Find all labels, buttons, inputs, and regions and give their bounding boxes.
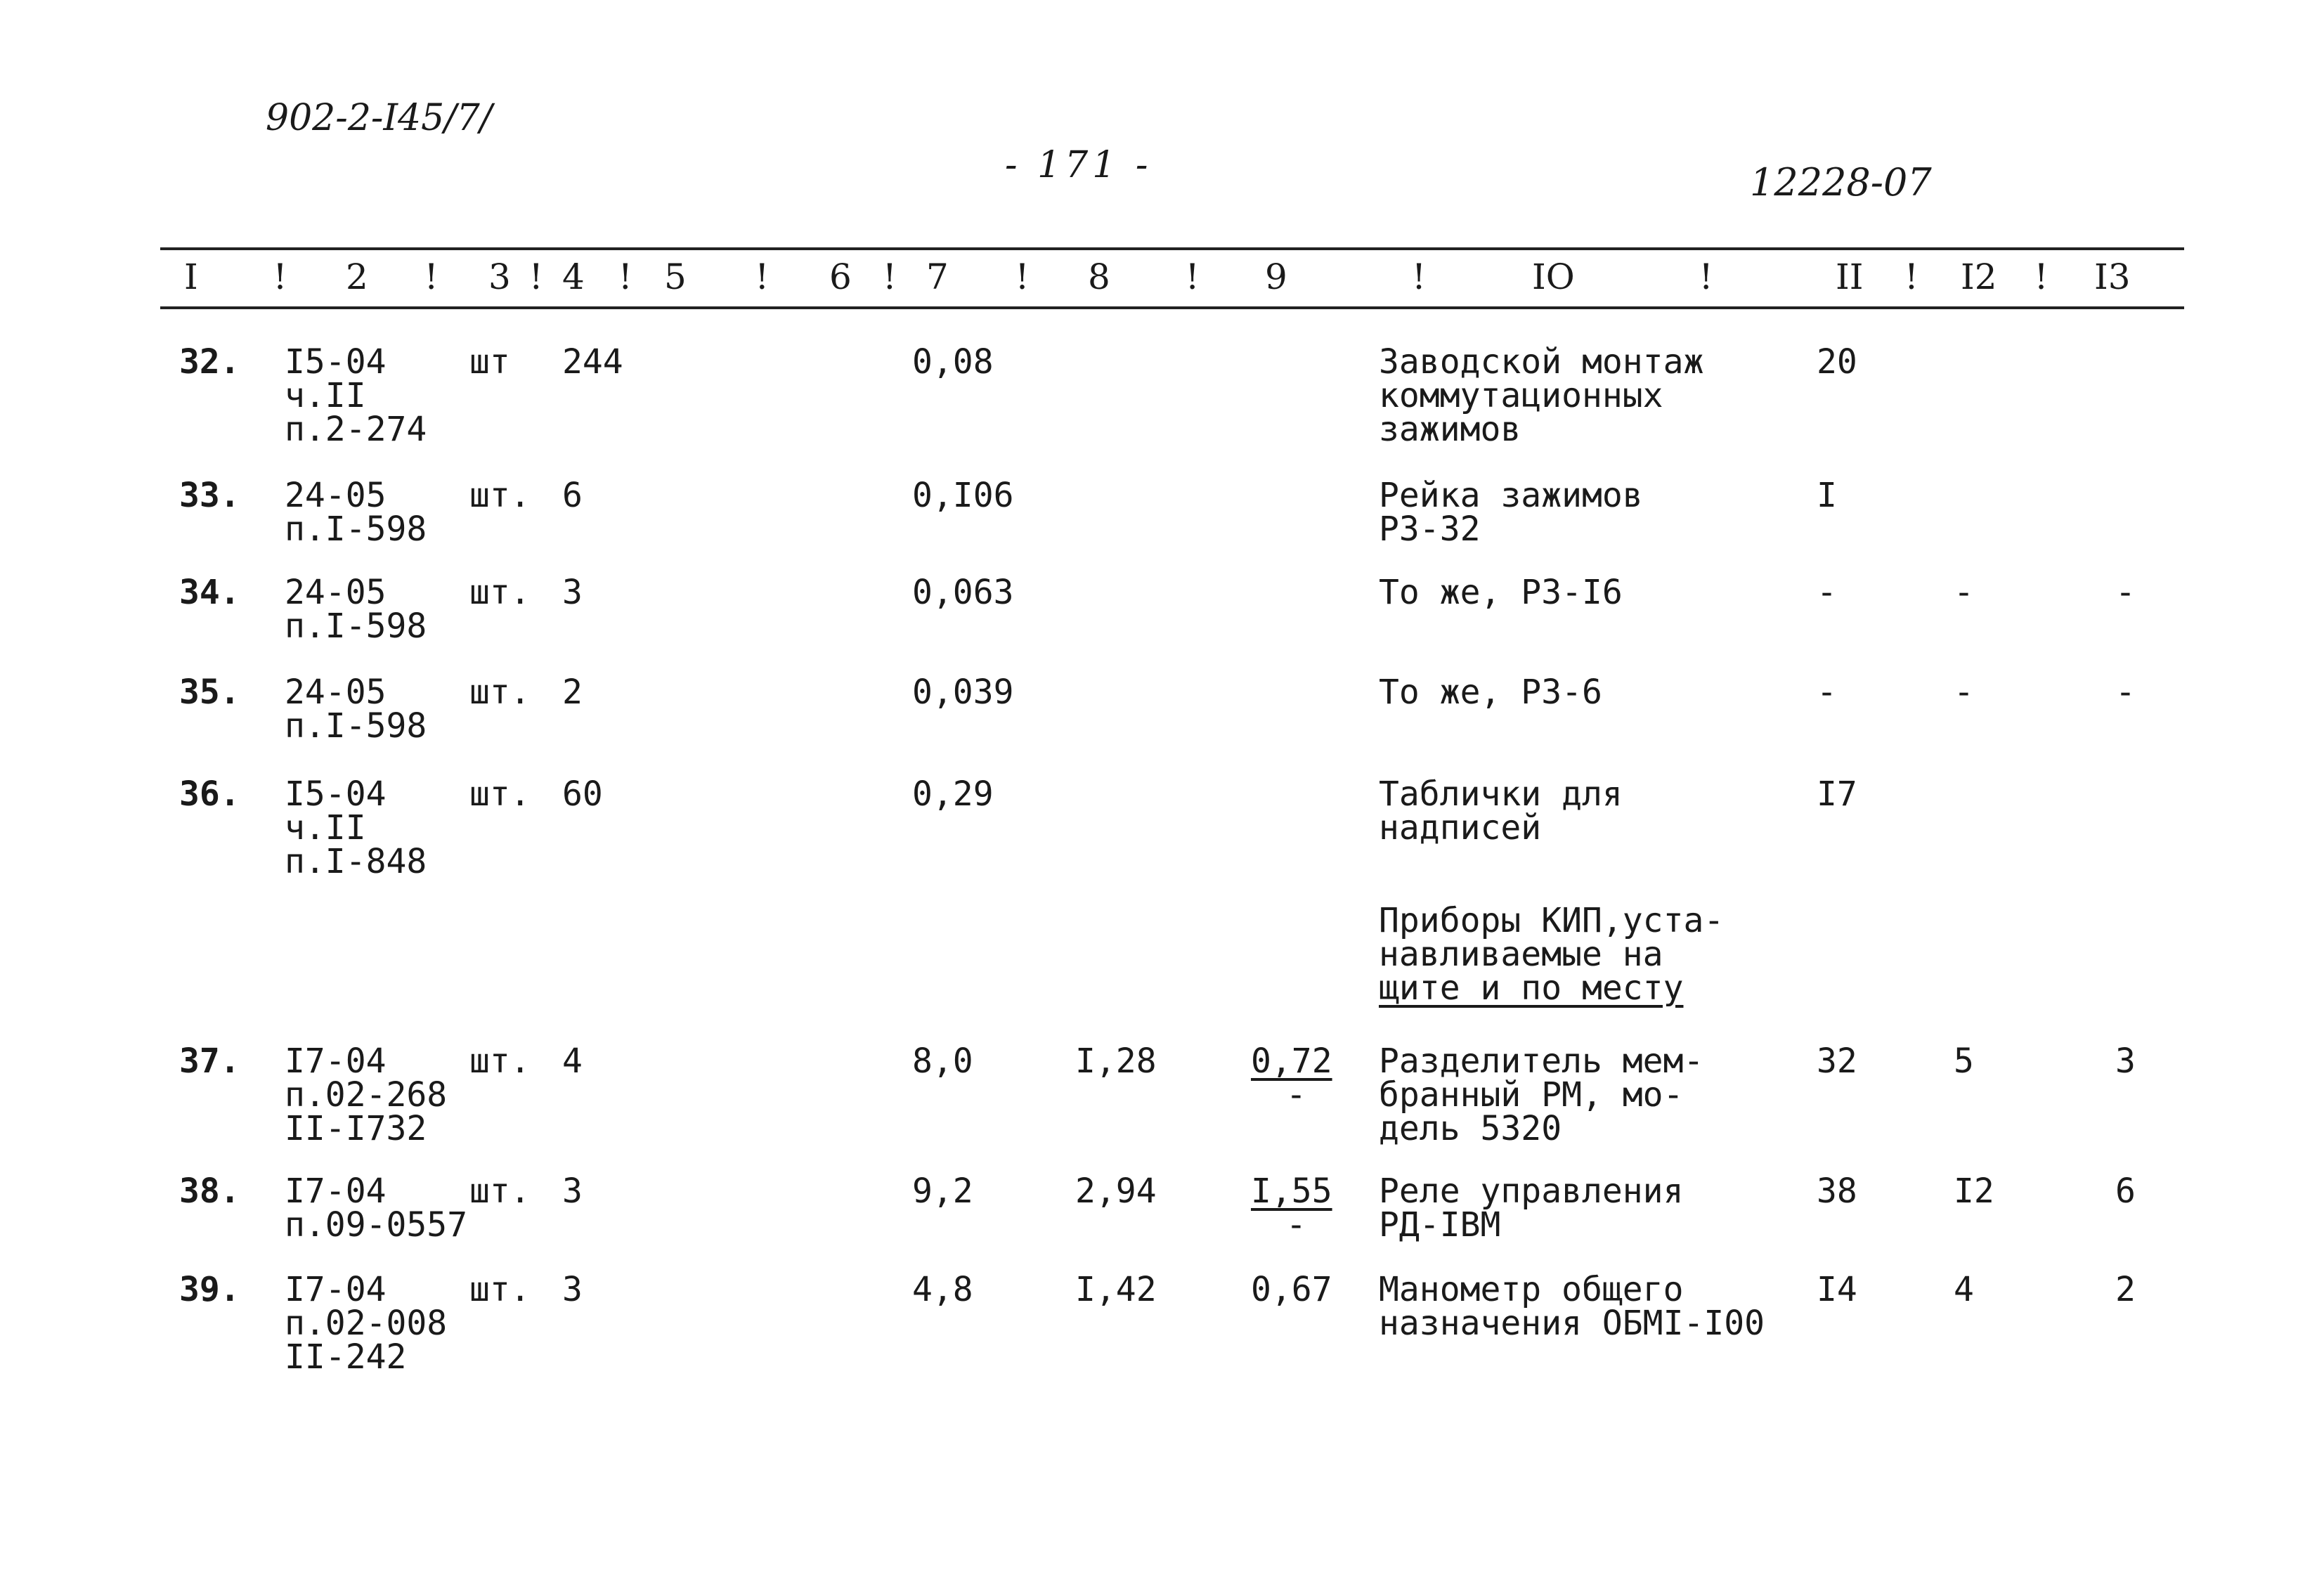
column-separator: ! bbox=[618, 257, 632, 297]
quantity: 3 bbox=[562, 573, 583, 612]
row-number: 37. bbox=[179, 1041, 240, 1081]
unit: шт. bbox=[469, 1041, 531, 1081]
col-11-value: I7 bbox=[1817, 774, 1857, 814]
norm-code: п.I-848 bbox=[285, 842, 427, 881]
column-separator: ! bbox=[1699, 257, 1713, 297]
norm-code: ч.II bbox=[285, 376, 366, 415]
norm-code: ч.II bbox=[285, 808, 366, 848]
col-12-value: - bbox=[1954, 573, 1974, 612]
norm-code: II-242 bbox=[285, 1337, 407, 1377]
col-9-subvalue: - bbox=[1286, 1205, 1306, 1245]
column-header: I2 bbox=[1961, 257, 1997, 297]
column-separator: ! bbox=[1412, 257, 1427, 297]
column-header: 9 bbox=[1265, 257, 1287, 297]
col-8-value: I,28 bbox=[1075, 1041, 1157, 1081]
col-8-value: 2,94 bbox=[1075, 1172, 1157, 1211]
column-separator: ! bbox=[1015, 257, 1030, 297]
description: То же, РЗ-6 bbox=[1379, 673, 1602, 712]
col-8-value: I,42 bbox=[1075, 1270, 1157, 1309]
norm-code: 24-05 bbox=[285, 673, 387, 712]
col-7-value: 8,0 bbox=[912, 1041, 973, 1081]
col-9-value: I,55 bbox=[1251, 1172, 1332, 1211]
col-9-subvalue: - bbox=[1286, 1075, 1306, 1115]
col-7-value: 4,8 bbox=[912, 1270, 973, 1309]
norm-code: I7-04 bbox=[285, 1172, 387, 1211]
column-header: 3 bbox=[488, 257, 511, 297]
col-7-value: 0,039 bbox=[912, 673, 1014, 712]
unit: шт. bbox=[469, 573, 531, 612]
column-header: 2 bbox=[346, 257, 368, 297]
column-header: 6 bbox=[829, 257, 852, 297]
section-heading: Приборы КИП,уста- bbox=[1379, 901, 1725, 940]
column-separator: ! bbox=[273, 257, 287, 297]
quantity: 3 bbox=[562, 1172, 583, 1211]
row-number: 39. bbox=[179, 1270, 240, 1309]
row-number: 34. bbox=[179, 573, 240, 612]
quantity: 60 bbox=[562, 774, 603, 814]
col-11-value: - bbox=[1817, 673, 1837, 712]
description: РЗ-32 bbox=[1379, 510, 1481, 549]
col-13-value: 2 bbox=[2115, 1270, 2136, 1309]
norm-code: п.I-598 bbox=[285, 510, 427, 549]
unit: шт bbox=[469, 342, 510, 382]
quantity: 4 bbox=[562, 1041, 583, 1081]
norm-code: п.02-268 bbox=[285, 1075, 448, 1115]
unit: шт. bbox=[469, 774, 531, 814]
col-9-value: 0,67 bbox=[1251, 1270, 1332, 1309]
col-7-value: 0,29 bbox=[912, 774, 994, 814]
column-separator: ! bbox=[882, 257, 897, 297]
col-12-value: I2 bbox=[1954, 1172, 1994, 1211]
column-separator: ! bbox=[755, 257, 770, 297]
col-11-value: 20 bbox=[1817, 342, 1857, 382]
column-header: II bbox=[1836, 257, 1864, 297]
section-heading: щите и по месту bbox=[1379, 968, 1684, 1008]
unit: шт. bbox=[469, 673, 531, 712]
description: коммутационных bbox=[1379, 376, 1663, 415]
column-header: 5 bbox=[664, 257, 687, 297]
description: назначения ОБМI-I00 bbox=[1379, 1304, 1765, 1343]
description: надписей bbox=[1379, 808, 1542, 848]
col-11-value: 32 bbox=[1817, 1041, 1857, 1081]
col-7-value: 9,2 bbox=[912, 1172, 973, 1211]
description: Манометр общего bbox=[1379, 1270, 1684, 1309]
description: Реле управления bbox=[1379, 1172, 1684, 1211]
norm-code: I5-04 bbox=[285, 774, 387, 814]
column-separator: ! bbox=[528, 257, 543, 297]
norm-code: п.09-0557 bbox=[285, 1205, 468, 1245]
row-number: 38. bbox=[179, 1172, 240, 1211]
norm-code: п.2-274 bbox=[285, 410, 427, 449]
unit: шт. bbox=[469, 1270, 531, 1309]
description: Таблички для bbox=[1379, 774, 1623, 814]
column-header: IO bbox=[1532, 257, 1575, 297]
norm-code: п.I-598 bbox=[285, 706, 427, 746]
col-13-value: - bbox=[2115, 573, 2136, 612]
col-11-value: I bbox=[1817, 476, 1837, 515]
column-header: I bbox=[184, 257, 198, 297]
row-number: 35. bbox=[179, 673, 240, 712]
col-9-value: 0,72 bbox=[1251, 1041, 1332, 1081]
section-heading: навливаемые на bbox=[1379, 935, 1663, 974]
column-header: I3 bbox=[2094, 257, 2131, 297]
col-11-value: 38 bbox=[1817, 1172, 1857, 1211]
col-12-value: 4 bbox=[1954, 1270, 1974, 1309]
norm-code: II-I732 bbox=[285, 1109, 427, 1148]
column-header: 4 bbox=[562, 257, 585, 297]
col-7-value: 0,063 bbox=[912, 573, 1014, 612]
norm-code: I5-04 bbox=[285, 342, 387, 382]
description: РД-IВМ bbox=[1379, 1205, 1501, 1245]
quantity: 2 bbox=[562, 673, 583, 712]
norm-code: п.I-598 bbox=[285, 606, 427, 646]
col-13-value: 3 bbox=[2115, 1041, 2136, 1081]
row-number: 36. bbox=[179, 774, 240, 814]
column-header: 8 bbox=[1088, 257, 1110, 297]
description: Заводской монтаж bbox=[1379, 342, 1704, 382]
column-separator: ! bbox=[1904, 257, 1919, 297]
column-separator: ! bbox=[424, 257, 439, 297]
col-11-value: I4 bbox=[1817, 1270, 1857, 1309]
description: дель 5320 bbox=[1379, 1109, 1562, 1148]
header-bottom-rule bbox=[160, 306, 2184, 309]
description: То же, РЗ-I6 bbox=[1379, 573, 1623, 612]
sheet-code: 12228-07 bbox=[1750, 160, 1932, 205]
description: Рейка зажимов bbox=[1379, 476, 1643, 515]
norm-code: I7-04 bbox=[285, 1041, 387, 1081]
norm-code: I7-04 bbox=[285, 1270, 387, 1309]
row-number: 33. bbox=[179, 476, 240, 515]
col-12-value: - bbox=[1954, 673, 1974, 712]
row-number: 32. bbox=[179, 342, 240, 382]
col-7-value: 0,08 bbox=[912, 342, 994, 382]
quantity: 244 bbox=[562, 342, 623, 382]
col-11-value: - bbox=[1817, 573, 1837, 612]
column-separator: ! bbox=[2034, 257, 2049, 297]
column-header: 7 bbox=[926, 257, 949, 297]
col-12-value: 5 bbox=[1954, 1041, 1974, 1081]
page-number: - 171 - bbox=[1005, 144, 1153, 186]
unit: шт. bbox=[469, 476, 531, 515]
quantity: 6 bbox=[562, 476, 583, 515]
header-top-rule bbox=[160, 247, 2184, 250]
norm-code: 24-05 bbox=[285, 476, 387, 515]
description: бранный РМ, мо- bbox=[1379, 1075, 1684, 1115]
document-code: 902-2-I45/7/ bbox=[266, 97, 493, 139]
norm-code: п.02-008 bbox=[285, 1304, 448, 1343]
description: Разделитель мем- bbox=[1379, 1041, 1704, 1081]
col-13-value: 6 bbox=[2115, 1172, 2136, 1211]
column-separator: ! bbox=[1185, 257, 1200, 297]
col-7-value: 0,I06 bbox=[912, 476, 1014, 515]
norm-code: 24-05 bbox=[285, 573, 387, 612]
col-13-value: - bbox=[2115, 673, 2136, 712]
unit: шт. bbox=[469, 1172, 531, 1211]
quantity: 3 bbox=[562, 1270, 583, 1309]
description: зажимов bbox=[1379, 410, 1521, 449]
